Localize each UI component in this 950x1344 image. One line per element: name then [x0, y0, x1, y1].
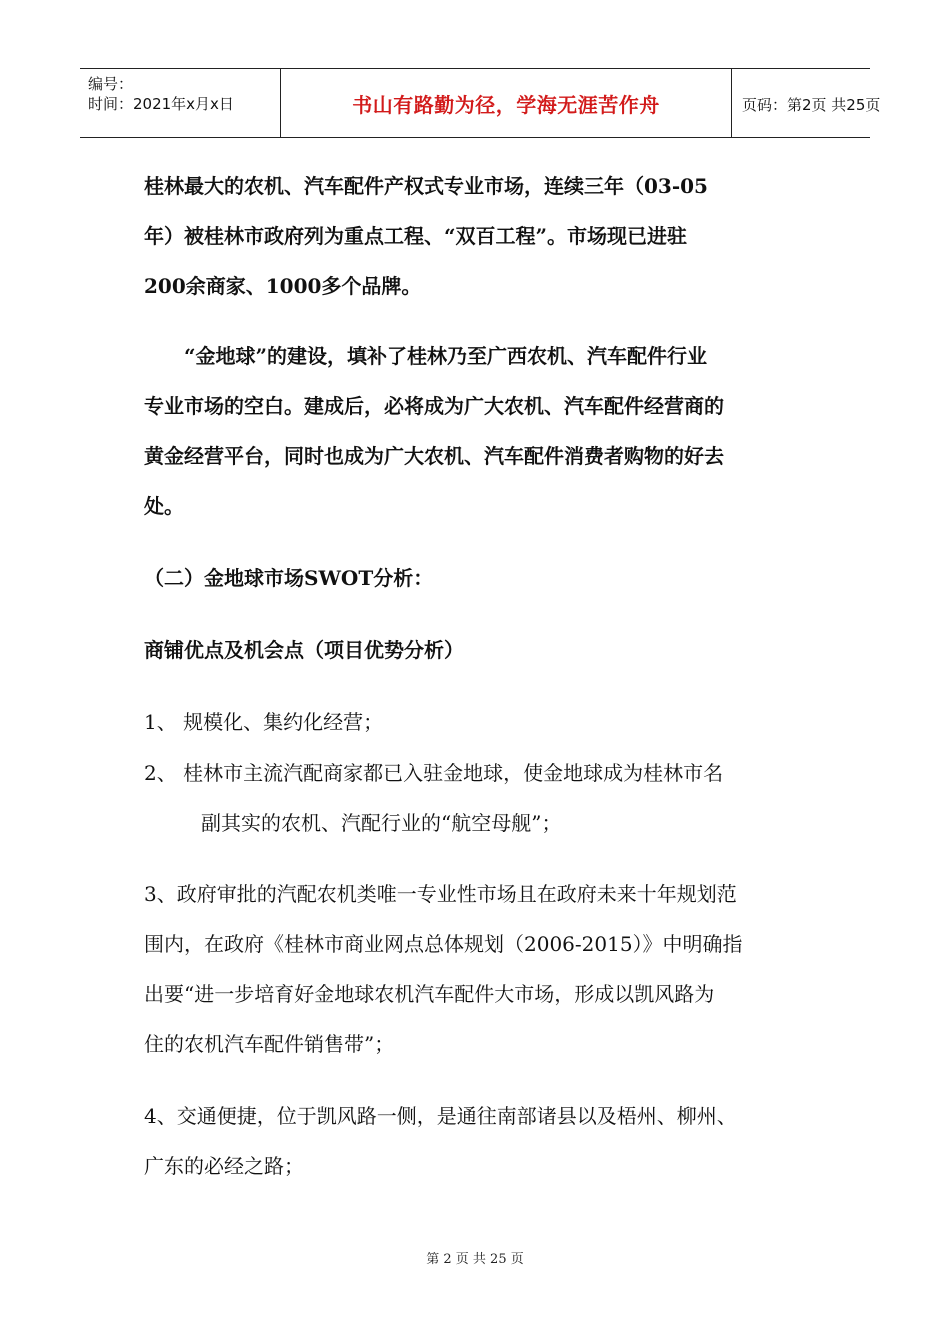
paragraph-1-line-3: 200余商家、1000多个品牌。: [144, 274, 422, 298]
list-item-2-line-2: 副其实的农机、汽配行业的“航空母舰”；: [201, 811, 562, 835]
list-item-4-line-2: 广东的必经之路；: [144, 1154, 304, 1178]
list-item-4-line-1: 4、交通便捷，位于凯风路一侧，是通往南部诸县以及梧州、柳州、: [144, 1104, 737, 1128]
document-header: [80, 68, 881, 138]
paragraph-2-line-4: 处。: [144, 494, 184, 518]
header-page-cell: [730, 69, 881, 137]
paragraph-1-line-2: 年）被桂林市政府列为重点工程、“双百工程”。市场现已进驻: [144, 224, 688, 248]
list-item-1: 1、 规模化、集约化经营；: [144, 710, 384, 734]
paragraph-2-line-1: “金地球”的建设，填补了桂林乃至广西农机、汽车配件行业: [184, 344, 708, 368]
page-code: 页码：第2页 共25页: [742, 96, 881, 114]
time-label: 时间：2021年x月x日: [88, 95, 234, 113]
list-item-3-line-2: 围内，在政府《桂林市商业网点总体规划（2006-2015）》中明确指: [144, 932, 743, 956]
page-footer: 第 2 页 共 25 页: [426, 1252, 524, 1267]
paragraph-1-line-1: 桂林最大的农机、汽车配件产权式专业市场，连续三年（03-05: [144, 174, 708, 198]
paragraph-2-line-2: 专业市场的空白。建成后，必将成为广大农机、汽车配件经营商的: [144, 394, 724, 418]
list-item-3-line-1: 3、政府审批的汽配农机类唯一专业性市场且在政府未来十年规划范: [144, 882, 737, 906]
list-item-3-line-3: 出要“进一步培育好金地球农机汽车配件大市场，形成以凯风路为: [144, 982, 715, 1006]
section-heading: （二）金地球市场SWOT分析：: [144, 566, 434, 590]
header-meta-cell: [80, 69, 280, 137]
paragraph-2-line-3: 黄金经营平台，同时也成为广大农机、汽车配件消费者购物的好去: [144, 444, 724, 468]
list-item-3-line-4: 住的农机汽车配件销售带”；: [144, 1032, 395, 1056]
header-motto-cell: [280, 69, 732, 137]
list-item-2-line-1: 2、 桂林市主流汽配商家都已入驻金地球，使金地球成为桂林市名: [144, 761, 724, 785]
motto-text: 书山有路勤为径，学海无涯苦作舟: [352, 93, 660, 117]
number-label: 编号：: [88, 75, 134, 93]
sub-heading: 商铺优点及机会点（项目优势分析）: [144, 638, 464, 662]
